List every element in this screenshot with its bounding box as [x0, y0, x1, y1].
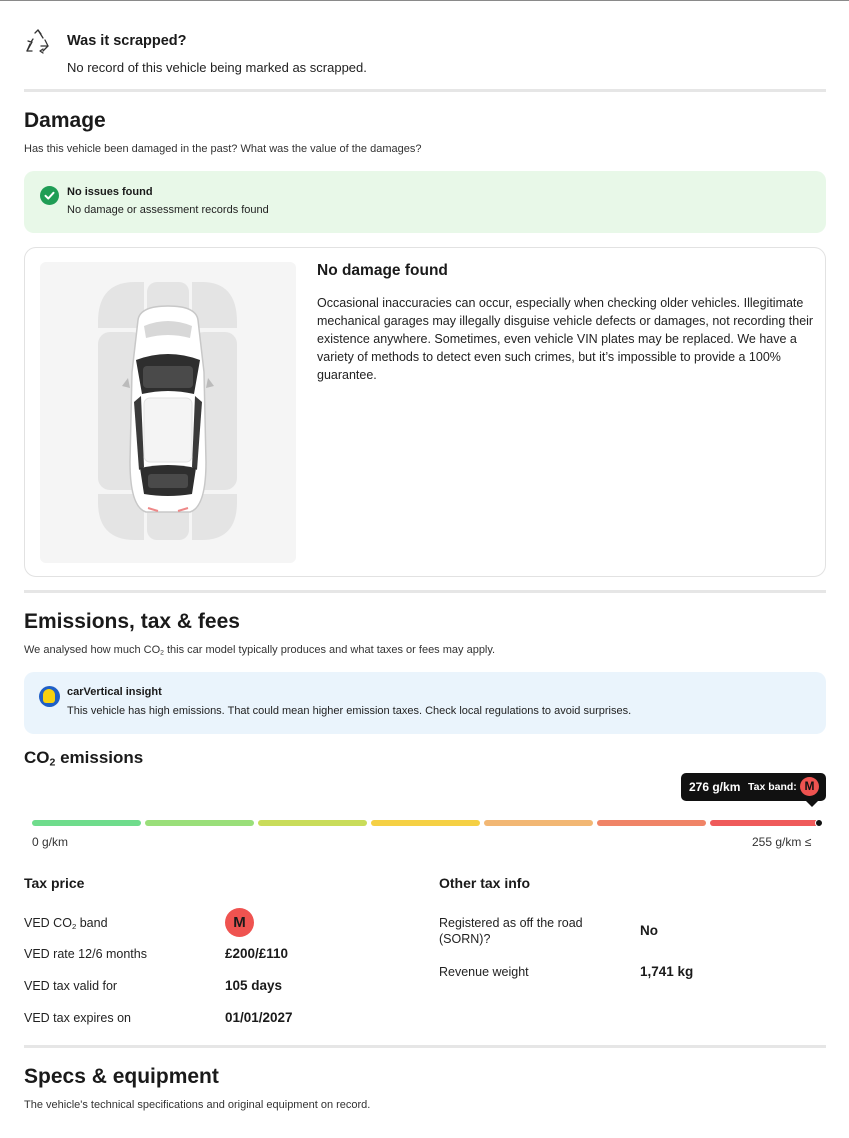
top-border [0, 0, 849, 1]
check-circle-icon [40, 186, 59, 205]
insight-banner [24, 672, 826, 734]
damage-card [24, 247, 826, 577]
emission-value: 276 g/km [689, 780, 741, 794]
ved-expires-label: VED tax expires on [24, 1011, 131, 1025]
section-divider [24, 1045, 826, 1048]
revenue-weight-label: Revenue weight [439, 965, 529, 979]
emission-scale-segment [371, 820, 480, 826]
section-divider [24, 89, 826, 92]
recycle-icon [24, 28, 52, 56]
specs-title: Specs & equipment [24, 1065, 219, 1088]
ved-co2-band-label: VED CO2 band [24, 916, 108, 931]
emission-value-tooltip [681, 773, 826, 801]
emission-scale-segment [710, 820, 819, 826]
ved-band-badge: M [225, 908, 254, 937]
no-issues-text: No damage or assessment records found [67, 204, 269, 216]
sorn-label: Registered as off the road (SORN)? [439, 916, 583, 946]
section-divider [24, 590, 826, 593]
emission-scale [32, 820, 819, 826]
tax-band-badge: M [800, 777, 819, 796]
emission-scale-segment [258, 820, 367, 826]
emissions-subtitle: We analysed how much CO2 this car model typically produces and what taxes or fees may apply. [24, 644, 496, 657]
no-damage-text: Occasional inaccuracies can occur, especially when checking older vehicles. Illegitimate mechanical garages may illegally disguise vehicle defects or damages, not recording their existence anywhere. Sometimes, even vehicle VIN plates may be replaced. We have a variety of methods to detect even such crimes, but it’s impossible to provide a 100% guarantee. [317, 296, 814, 382]
emission-scale-segment [32, 820, 141, 826]
other-tax-title: Other tax info [439, 875, 531, 891]
car-diagram [40, 262, 296, 563]
emissions-title: Emissions, tax & fees [24, 610, 240, 633]
revenue-weight-value: 1,741 kg [640, 964, 694, 979]
ved-valid-label: VED tax valid for [24, 979, 118, 993]
ved-rate-label: VED rate 12/6 months [24, 947, 147, 961]
carvertical-insight-icon [39, 686, 60, 707]
scale-max-label: 255 g/km ≤ [752, 835, 812, 849]
car-body [122, 306, 214, 512]
emission-marker [815, 819, 823, 827]
no-issues-banner [24, 171, 826, 233]
no-damage-title: No damage found [317, 262, 448, 279]
emission-scale-segment [484, 820, 593, 826]
insight-title: carVertical insight [67, 686, 162, 698]
tax-band-label: Tax band: [748, 781, 797, 793]
ved-rate-value: £200/£110 [225, 946, 289, 961]
emission-scale-segment [145, 820, 254, 826]
sorn-value: No [640, 923, 658, 938]
no-issues-title: No issues found [67, 186, 153, 198]
tax-price-title: Tax price [24, 875, 85, 891]
scrapped-title: Was it scrapped? [67, 33, 187, 49]
scale-min-label: 0 g/km [32, 835, 69, 849]
co2-emissions-title: CO2 emissions [24, 748, 144, 769]
damage-title: Damage [24, 109, 106, 132]
ved-expires-value: 01/01/2027 [225, 1010, 293, 1025]
specs-subtitle: The vehicle's technical specifications and original equipment on record. [24, 1099, 371, 1111]
ved-valid-value: 105 days [225, 978, 283, 993]
emission-scale-segment [597, 820, 706, 826]
scrapped-text: No record of this vehicle being marked as scrapped. [67, 60, 367, 75]
damage-subtitle: Has this vehicle been damaged in the past? What was the value of the damages? [24, 143, 422, 155]
insight-text: This vehicle has high emissions. That could mean higher emission taxes. Check local regulations to avoid surprises. [67, 705, 632, 717]
